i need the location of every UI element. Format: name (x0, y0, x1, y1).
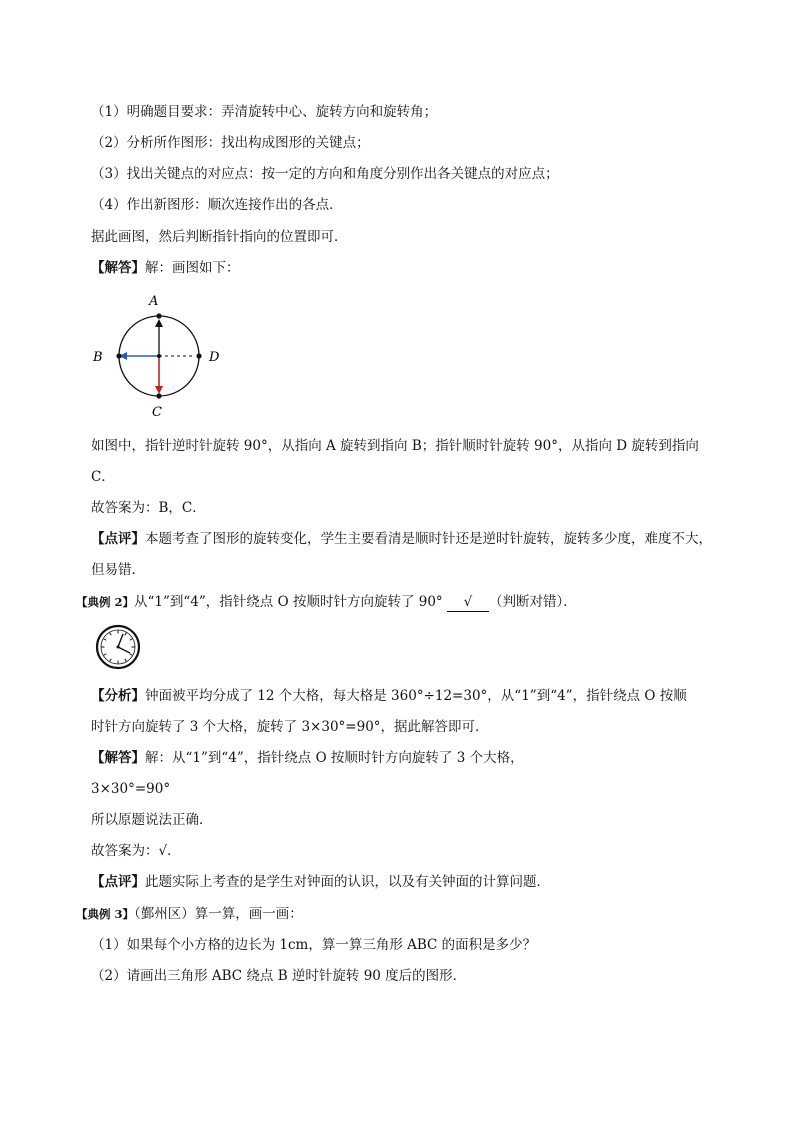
ex2-question-before: 从“1”到“4”，指针绕点 O 按顺时针方向旋转了 90° (134, 594, 443, 610)
ex3-question-2: （2）请画出三角形 ABC 绕点 B 逆时针旋转 90 度后的图形． (91, 968, 467, 984)
ex2-question-after: （判断对错）． (488, 594, 577, 610)
point-c (156, 393, 161, 398)
label-d: D (209, 350, 220, 365)
step-3: （3）找出关键点的对应点：按一定的方向和角度分别作出各关键点的对应点； (91, 166, 559, 182)
ex2-analysis-tag: 【分析】 (91, 688, 145, 704)
ex2-solution-tag: 【解答】 (91, 750, 145, 766)
ex3-title-line (76, 905, 303, 923)
ex1-comment-tag: 【点评】 (91, 531, 145, 547)
ex2-solution-text: 解：从“1”到“4”，指针绕点 O 按顺时针方向旋转了 3 个大格， (145, 750, 524, 766)
ex2-question (76, 593, 577, 612)
ex1-explanation-line1: 如图中，指针逆时针旋转 90°，从指向 A 旋转到指向 B；指针顺时针旋转 90°，从指向 D 旋转到指向 (91, 438, 699, 454)
rotation-diagram (85, 290, 235, 420)
ex2-analysis-line2: 时针方向旋转了 3 个大格，旋转了 3×30°=90°，据此解答即可． (91, 719, 489, 735)
ex2-comment-line (91, 873, 550, 891)
arrowhead-c-icon (155, 386, 163, 394)
ex2-answer-blank: √ (447, 593, 489, 612)
label-c: C (152, 405, 162, 420)
ex3-tag: 【典例 3】 (76, 907, 135, 921)
step-4: （4）作出新图形：顺次连接作出的各点． (91, 197, 343, 213)
conclusion-text: 据此画图，然后判断指针指向的位置即可． (91, 229, 348, 245)
ex3-question-1: （1）如果每个小方格的边长为 1cm，算一算三角形 ABC 的面积是多少？ (91, 937, 537, 953)
ex3-title: （鄞州区）算一算，画一画： (134, 906, 303, 922)
ex1-comment-line1 (91, 530, 712, 548)
point-b (116, 353, 121, 358)
ex1-comment-text: 本题考查了图形的旋转变化，学生主要看清是顺时针还是逆时针旋转，旋转多少度，难度不大， (145, 531, 712, 547)
ex2-comment-text: 此题实际上考查的是学生对钟面的认识，以及有关钟面的计算问题． (145, 874, 550, 890)
ex2-solution-line1 (91, 749, 524, 767)
ex1-explanation-line2: C． (91, 469, 115, 485)
arrowhead-a-icon (155, 319, 163, 327)
point-a (156, 313, 161, 318)
center-point (157, 354, 161, 358)
ex2-answer: 故答案为：√． (91, 843, 181, 859)
ex1-comment-line2: 但易错． (91, 562, 145, 578)
ex1-solution-line (91, 259, 240, 277)
ex2-analysis-text: 钟面被平均分成了 12 个大格，每大格是 360°÷12=30°，从“1”到“4”，指针绕点 O 按顺 (145, 688, 687, 704)
ex2-analysis-line1 (91, 687, 687, 705)
ex1-solution-text: 解：画图如下： (145, 260, 240, 276)
clock-figure (93, 624, 143, 670)
point-d (196, 353, 201, 358)
ex2-tag: 【典例 2】 (76, 595, 135, 609)
step-2: （2）分析所作图形：找出构成图形的关键点； (91, 135, 370, 151)
step-1: （1）明确题目要求：弄清旋转中心、旋转方向和旋转角； (91, 104, 438, 120)
ex1-solution-tag: 【解答】 (91, 260, 145, 276)
ex1-answer: 故答案为：B，C． (91, 500, 206, 516)
label-a: A (149, 294, 159, 309)
ex2-solution-line3: 所以原题说法正确． (91, 812, 213, 828)
clock-center (117, 646, 120, 649)
ex2-comment-tag: 【点评】 (91, 874, 145, 890)
ex2-solution-line2: 3×30°=90° (91, 781, 171, 797)
label-b: B (93, 350, 103, 365)
